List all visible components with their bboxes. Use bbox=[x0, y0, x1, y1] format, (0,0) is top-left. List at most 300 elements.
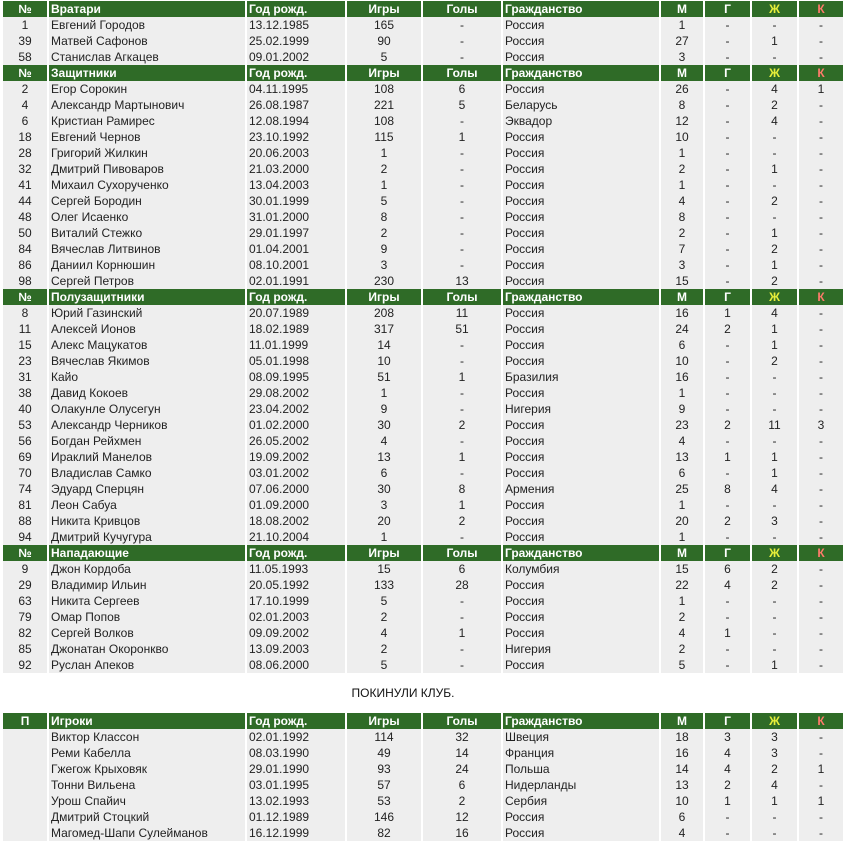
number: 94 bbox=[3, 529, 47, 545]
games: 82 bbox=[347, 825, 421, 841]
citizenship: Россия bbox=[503, 809, 659, 825]
table-row bbox=[3, 625, 843, 641]
birth-date: 02.01.1992 bbox=[247, 729, 345, 745]
citizenship: Колумбия bbox=[503, 561, 659, 577]
m-stat: 10 bbox=[661, 353, 703, 369]
goals: 12 bbox=[423, 809, 501, 825]
g-stat: - bbox=[705, 209, 750, 225]
number: 70 bbox=[3, 465, 47, 481]
k-stat: - bbox=[799, 49, 843, 65]
g-stat: 2 bbox=[705, 321, 750, 337]
g-stat: - bbox=[705, 497, 750, 513]
table-row bbox=[3, 161, 843, 177]
games: 146 bbox=[347, 809, 421, 825]
y-stat: 4 bbox=[752, 481, 797, 497]
goals: 1 bbox=[423, 497, 501, 513]
number: 86 bbox=[3, 257, 47, 273]
birth-date: 17.10.1999 bbox=[247, 593, 345, 609]
y-stat: - bbox=[752, 369, 797, 385]
citizenship: Россия bbox=[503, 209, 659, 225]
player-name: Александр Черников bbox=[49, 417, 245, 433]
goals: - bbox=[423, 113, 501, 129]
games: 2 bbox=[347, 161, 421, 177]
y-stat: 2 bbox=[752, 97, 797, 113]
number: 31 bbox=[3, 369, 47, 385]
g-stat: - bbox=[705, 641, 750, 657]
header-number: № bbox=[3, 289, 47, 305]
goals: 8 bbox=[423, 481, 501, 497]
k-stat: - bbox=[799, 641, 843, 657]
games: 133 bbox=[347, 577, 421, 593]
y-stat: 1 bbox=[752, 449, 797, 465]
g-stat: - bbox=[705, 161, 750, 177]
k-stat: - bbox=[799, 433, 843, 449]
section-header bbox=[3, 1, 843, 17]
goals: 51 bbox=[423, 321, 501, 337]
player-name: Евгений Чернов bbox=[49, 129, 245, 145]
goals: 24 bbox=[423, 761, 501, 777]
m-stat: 2 bbox=[661, 225, 703, 241]
number bbox=[3, 777, 47, 793]
birth-date: 07.06.2000 bbox=[247, 481, 345, 497]
k-stat: - bbox=[799, 745, 843, 761]
g-stat: 2 bbox=[705, 513, 750, 529]
citizenship: Нигерия bbox=[503, 401, 659, 417]
goals: - bbox=[423, 33, 501, 49]
table-row bbox=[3, 305, 843, 321]
citizenship: Россия bbox=[503, 577, 659, 593]
birth-date: 18.02.1989 bbox=[247, 321, 345, 337]
k-stat: - bbox=[799, 561, 843, 577]
goals: 2 bbox=[423, 417, 501, 433]
y-stat: - bbox=[752, 401, 797, 417]
table-row bbox=[3, 657, 843, 673]
birth-date: 26.05.2002 bbox=[247, 433, 345, 449]
number: 85 bbox=[3, 641, 47, 657]
k-stat: 1 bbox=[799, 761, 843, 777]
player-name: Магомед-Шапи Сулейманов bbox=[49, 825, 245, 841]
player-name: Эдуард Сперцян bbox=[49, 481, 245, 497]
birth-date: 13.02.1993 bbox=[247, 793, 345, 809]
header-citizenship: Гражданство bbox=[503, 545, 659, 561]
citizenship: Россия bbox=[503, 625, 659, 641]
birth-date: 11.01.1999 bbox=[247, 337, 345, 353]
header-birth: Год рожд. bbox=[247, 65, 345, 81]
birth-date: 21.10.2004 bbox=[247, 529, 345, 545]
squad-table bbox=[1, 1, 845, 673]
games: 1 bbox=[347, 385, 421, 401]
m-stat: 13 bbox=[661, 449, 703, 465]
g-stat: 2 bbox=[705, 777, 750, 793]
m-stat: 6 bbox=[661, 809, 703, 825]
number: 74 bbox=[3, 481, 47, 497]
g-stat: 4 bbox=[705, 761, 750, 777]
birth-date: 31.01.2000 bbox=[247, 209, 345, 225]
games: 5 bbox=[347, 657, 421, 673]
goals: 1 bbox=[423, 129, 501, 145]
citizenship: Россия bbox=[503, 161, 659, 177]
number: 6 bbox=[3, 113, 47, 129]
citizenship: Франция bbox=[503, 745, 659, 761]
table-row bbox=[3, 777, 843, 793]
player-name: Даниил Корнюшин bbox=[49, 257, 245, 273]
table-row bbox=[3, 577, 843, 593]
header-m: М bbox=[661, 713, 703, 729]
birth-date: 01.09.2000 bbox=[247, 497, 345, 513]
table-row bbox=[3, 97, 843, 113]
k-stat: - bbox=[799, 241, 843, 257]
k-stat: 3 bbox=[799, 417, 843, 433]
number: 9 bbox=[3, 561, 47, 577]
k-stat: - bbox=[799, 385, 843, 401]
birth-date: 08.06.2000 bbox=[247, 657, 345, 673]
goals: 2 bbox=[423, 513, 501, 529]
m-stat: 15 bbox=[661, 561, 703, 577]
y-stat: - bbox=[752, 497, 797, 513]
table-row bbox=[3, 761, 843, 777]
number: 84 bbox=[3, 241, 47, 257]
y-stat: - bbox=[752, 433, 797, 449]
citizenship: Россия bbox=[503, 241, 659, 257]
g-stat: - bbox=[705, 97, 750, 113]
header-g: Г bbox=[705, 713, 750, 729]
header-k: К bbox=[799, 545, 843, 561]
birth-date: 12.08.1994 bbox=[247, 113, 345, 129]
birth-date: 08.03.1990 bbox=[247, 745, 345, 761]
y-stat: 1 bbox=[752, 793, 797, 809]
games: 57 bbox=[347, 777, 421, 793]
player-name: Юрий Газинский bbox=[49, 305, 245, 321]
table-row bbox=[3, 193, 843, 209]
number: 39 bbox=[3, 33, 47, 49]
games: 221 bbox=[347, 97, 421, 113]
birth-date: 20.06.2003 bbox=[247, 145, 345, 161]
table-row bbox=[3, 593, 843, 609]
birth-date: 25.02.1999 bbox=[247, 33, 345, 49]
y-stat: 2 bbox=[752, 561, 797, 577]
goals: 16 bbox=[423, 825, 501, 841]
player-name: Владимир Ильин bbox=[49, 577, 245, 593]
m-stat: 2 bbox=[661, 161, 703, 177]
citizenship: Россия bbox=[503, 657, 659, 673]
header-m: М bbox=[661, 65, 703, 81]
header-g: Г bbox=[705, 1, 750, 17]
player-name: Виктор Классон bbox=[49, 729, 245, 745]
left-club-caption: ПОКИНУЛИ КЛУБ. bbox=[351, 686, 455, 700]
header-y: Ж bbox=[752, 289, 797, 305]
number: 88 bbox=[3, 513, 47, 529]
table-row bbox=[3, 49, 843, 65]
table-row bbox=[3, 401, 843, 417]
y-stat: 2 bbox=[752, 761, 797, 777]
games: 1 bbox=[347, 177, 421, 193]
player-name: Олакунле Олусегун bbox=[49, 401, 245, 417]
number bbox=[3, 761, 47, 777]
header-g: Г bbox=[705, 289, 750, 305]
header-birth: Год рожд. bbox=[247, 289, 345, 305]
g-stat: - bbox=[705, 353, 750, 369]
k-stat: - bbox=[799, 497, 843, 513]
m-stat: 8 bbox=[661, 97, 703, 113]
k-stat: - bbox=[799, 593, 843, 609]
goals: - bbox=[423, 241, 501, 257]
games: 114 bbox=[347, 729, 421, 745]
number: 11 bbox=[3, 321, 47, 337]
birth-date: 11.05.1993 bbox=[247, 561, 345, 577]
player-name: Александр Мартынович bbox=[49, 97, 245, 113]
table-row bbox=[3, 273, 843, 289]
header-k: К bbox=[799, 289, 843, 305]
header-k: К bbox=[799, 713, 843, 729]
number: 1 bbox=[3, 17, 47, 33]
k-stat: - bbox=[799, 825, 843, 841]
birth-date: 09.01.2002 bbox=[247, 49, 345, 65]
citizenship: Россия bbox=[503, 337, 659, 353]
table-row bbox=[3, 113, 843, 129]
games: 30 bbox=[347, 417, 421, 433]
g-stat: 1 bbox=[705, 449, 750, 465]
table-row bbox=[3, 321, 843, 337]
m-stat: 4 bbox=[661, 433, 703, 449]
player-name: Руслан Апеков bbox=[49, 657, 245, 673]
m-stat: 2 bbox=[661, 641, 703, 657]
games: 4 bbox=[347, 433, 421, 449]
table-row bbox=[3, 513, 843, 529]
section-header bbox=[3, 289, 843, 305]
citizenship: Россия bbox=[503, 305, 659, 321]
y-stat: 1 bbox=[752, 161, 797, 177]
y-stat: 1 bbox=[752, 337, 797, 353]
y-stat: 3 bbox=[752, 745, 797, 761]
section-header bbox=[3, 65, 843, 81]
y-stat: 1 bbox=[752, 465, 797, 481]
citizenship: Армения bbox=[503, 481, 659, 497]
number: 63 bbox=[3, 593, 47, 609]
m-stat: 18 bbox=[661, 729, 703, 745]
k-stat: 1 bbox=[799, 81, 843, 97]
k-stat: - bbox=[799, 113, 843, 129]
player-name: Дмитрий Кучугура bbox=[49, 529, 245, 545]
citizenship: Польша bbox=[503, 761, 659, 777]
table-row bbox=[3, 177, 843, 193]
birth-date: 08.10.2001 bbox=[247, 257, 345, 273]
player-name: Кристиан Рамирес bbox=[49, 113, 245, 129]
player-name: Джон Кордоба bbox=[49, 561, 245, 577]
goals: 6 bbox=[423, 777, 501, 793]
y-stat: 2 bbox=[752, 273, 797, 289]
player-name: Реми Кабелла bbox=[49, 745, 245, 761]
games: 5 bbox=[347, 49, 421, 65]
games: 115 bbox=[347, 129, 421, 145]
citizenship: Россия bbox=[503, 81, 659, 97]
player-name: Гжегож Крыховяк bbox=[49, 761, 245, 777]
goals: - bbox=[423, 465, 501, 481]
k-stat: - bbox=[799, 337, 843, 353]
k-stat: - bbox=[799, 609, 843, 625]
birth-date: 08.09.1995 bbox=[247, 369, 345, 385]
header-y: Ж bbox=[752, 545, 797, 561]
y-stat: - bbox=[752, 145, 797, 161]
goals: 1 bbox=[423, 369, 501, 385]
header-games: Игры bbox=[347, 545, 421, 561]
k-stat: - bbox=[799, 513, 843, 529]
number: 53 bbox=[3, 417, 47, 433]
table-row bbox=[3, 561, 843, 577]
table-row bbox=[3, 17, 843, 33]
header-number: П bbox=[3, 713, 47, 729]
birth-date: 21.03.2000 bbox=[247, 161, 345, 177]
g-stat: - bbox=[705, 825, 750, 841]
number: 32 bbox=[3, 161, 47, 177]
k-stat: - bbox=[799, 305, 843, 321]
header-section-title: Вратари bbox=[49, 1, 245, 17]
number: 58 bbox=[3, 49, 47, 65]
birth-date: 20.05.1992 bbox=[247, 577, 345, 593]
header-section-title: Защитники bbox=[49, 65, 245, 81]
g-stat: - bbox=[705, 401, 750, 417]
y-stat: - bbox=[752, 609, 797, 625]
player-name: Алексей Ионов bbox=[49, 321, 245, 337]
citizenship: Россия bbox=[503, 273, 659, 289]
g-stat: - bbox=[705, 465, 750, 481]
goals: 32 bbox=[423, 729, 501, 745]
citizenship: Россия bbox=[503, 593, 659, 609]
citizenship: Эквадор bbox=[503, 113, 659, 129]
header-section-title: Нападающие bbox=[49, 545, 245, 561]
table-row bbox=[3, 145, 843, 161]
m-stat: 1 bbox=[661, 177, 703, 193]
citizenship: Нидерланды bbox=[503, 777, 659, 793]
citizenship: Бразилия bbox=[503, 369, 659, 385]
number bbox=[3, 809, 47, 825]
player-name: Омар Попов bbox=[49, 609, 245, 625]
header-k: К bbox=[799, 65, 843, 81]
y-stat: 4 bbox=[752, 81, 797, 97]
k-stat: - bbox=[799, 809, 843, 825]
header-section-title: Полузащитники bbox=[49, 289, 245, 305]
number: 98 bbox=[3, 273, 47, 289]
table-row bbox=[3, 257, 843, 273]
table-row bbox=[3, 385, 843, 401]
games: 9 bbox=[347, 241, 421, 257]
player-name: Дмитрий Пивоваров bbox=[49, 161, 245, 177]
player-name: Егор Сорокин bbox=[49, 81, 245, 97]
g-stat: - bbox=[705, 241, 750, 257]
m-stat: 22 bbox=[661, 577, 703, 593]
games: 5 bbox=[347, 593, 421, 609]
citizenship: Россия bbox=[503, 177, 659, 193]
birth-date: 18.08.2002 bbox=[247, 513, 345, 529]
y-stat: - bbox=[752, 17, 797, 33]
table-row bbox=[3, 369, 843, 385]
k-stat: - bbox=[799, 369, 843, 385]
m-stat: 16 bbox=[661, 369, 703, 385]
section-header bbox=[3, 545, 843, 561]
number: 41 bbox=[3, 177, 47, 193]
header-m: М bbox=[661, 1, 703, 17]
goals: 28 bbox=[423, 577, 501, 593]
header-citizenship: Гражданство bbox=[503, 289, 659, 305]
k-stat: - bbox=[799, 193, 843, 209]
birth-date: 03.01.2002 bbox=[247, 465, 345, 481]
k-stat: - bbox=[799, 17, 843, 33]
y-stat: - bbox=[752, 593, 797, 609]
number: 38 bbox=[3, 385, 47, 401]
citizenship: Россия bbox=[503, 193, 659, 209]
g-stat: 8 bbox=[705, 481, 750, 497]
games: 90 bbox=[347, 33, 421, 49]
number: 44 bbox=[3, 193, 47, 209]
birth-date: 23.10.1992 bbox=[247, 129, 345, 145]
goals: 5 bbox=[423, 97, 501, 113]
citizenship: Россия bbox=[503, 33, 659, 49]
citizenship: Россия bbox=[503, 825, 659, 841]
m-stat: 6 bbox=[661, 337, 703, 353]
y-stat: 3 bbox=[752, 513, 797, 529]
birth-date: 29.08.2002 bbox=[247, 385, 345, 401]
table-row bbox=[3, 641, 843, 657]
y-stat: 3 bbox=[752, 729, 797, 745]
number bbox=[3, 729, 47, 745]
y-stat: - bbox=[752, 809, 797, 825]
table-row bbox=[3, 793, 843, 809]
citizenship: Россия bbox=[503, 353, 659, 369]
m-stat: 1 bbox=[661, 497, 703, 513]
player-name: Никита Сергеев bbox=[49, 593, 245, 609]
left-club-table bbox=[1, 713, 845, 841]
player-name: Никита Кривцов bbox=[49, 513, 245, 529]
header-birth: Год рожд. bbox=[247, 1, 345, 17]
citizenship: Россия bbox=[503, 145, 659, 161]
goals: - bbox=[423, 257, 501, 273]
table-row bbox=[3, 433, 843, 449]
player-name: Вячеслав Якимов bbox=[49, 353, 245, 369]
y-stat: - bbox=[752, 129, 797, 145]
k-stat: - bbox=[799, 177, 843, 193]
m-stat: 4 bbox=[661, 825, 703, 841]
header-k: К bbox=[799, 1, 843, 17]
birth-date: 13.09.2003 bbox=[247, 641, 345, 657]
citizenship: Россия bbox=[503, 417, 659, 433]
m-stat: 10 bbox=[661, 793, 703, 809]
citizenship: Россия bbox=[503, 225, 659, 241]
number: 28 bbox=[3, 145, 47, 161]
header-y: Ж bbox=[752, 1, 797, 17]
g-stat: - bbox=[705, 609, 750, 625]
table-row bbox=[3, 129, 843, 145]
g-stat: - bbox=[705, 529, 750, 545]
number: 8 bbox=[3, 305, 47, 321]
number: 2 bbox=[3, 81, 47, 97]
citizenship: Нигерия bbox=[503, 641, 659, 657]
citizenship: Россия bbox=[503, 609, 659, 625]
y-stat: - bbox=[752, 49, 797, 65]
goals: - bbox=[423, 49, 501, 65]
g-stat: - bbox=[705, 225, 750, 241]
header-citizenship: Гражданство bbox=[503, 1, 659, 17]
player-name: Вячеслав Литвинов bbox=[49, 241, 245, 257]
y-stat: 1 bbox=[752, 321, 797, 337]
m-stat: 4 bbox=[661, 625, 703, 641]
player-name: Дмитрий Стоцкий bbox=[49, 809, 245, 825]
birth-date: 01.12.1989 bbox=[247, 809, 345, 825]
k-stat: - bbox=[799, 449, 843, 465]
goals: - bbox=[423, 225, 501, 241]
m-stat: 6 bbox=[661, 465, 703, 481]
m-stat: 9 bbox=[661, 401, 703, 417]
k-stat: - bbox=[799, 729, 843, 745]
player-name: Леон Сабуа bbox=[49, 497, 245, 513]
